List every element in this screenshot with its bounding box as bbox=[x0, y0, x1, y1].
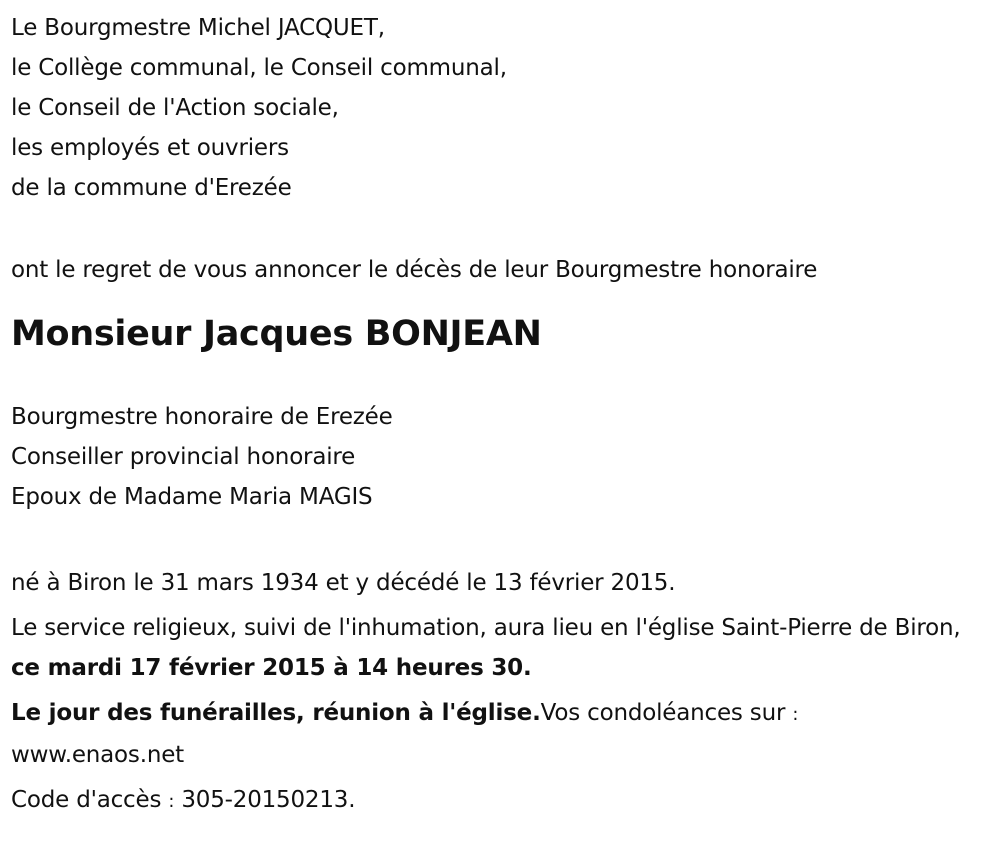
access-colon: : bbox=[168, 791, 175, 812]
regret-line: ont le regret de vous annoncer le décès de leur Bourgmestre honoraire bbox=[11, 257, 818, 283]
funeral-paragraph bbox=[11, 693, 996, 775]
access-code-line bbox=[11, 780, 996, 822]
service-text: Le service religieux, suivi de l'inhumation, aura lieu en l'église Saint-Pierre de Biron, bbox=[11, 615, 961, 641]
announcer-line: le Conseil de l'Action sociale, bbox=[11, 95, 339, 121]
deceased-name: Monsieur Jacques BONJEAN bbox=[11, 314, 542, 354]
condolences-label: Vos condoléances sur bbox=[540, 700, 786, 726]
death-notice bbox=[11, 8, 996, 822]
birth-death-line: né à Biron le 31 mars 1934 et y décédé le 13 février 2015. bbox=[11, 570, 676, 596]
announcer-line: Le Bourgmestre Michel JACQUET, bbox=[11, 15, 385, 41]
announcer-line: de la commune d'Erezée bbox=[11, 175, 292, 201]
title-line: Epoux de Madame Maria MAGIS bbox=[11, 484, 373, 510]
title-line: Bourgmestre honoraire de Erezée bbox=[11, 404, 393, 430]
condolences-website[interactable]: www.enaos.net bbox=[11, 742, 184, 768]
access-code: 305-20150213. bbox=[181, 787, 356, 813]
titles-block bbox=[11, 397, 996, 517]
announcer-line: le Collège communal, le Conseil communal, bbox=[11, 55, 507, 81]
announcers-block bbox=[11, 8, 996, 208]
condolences-colon: : bbox=[792, 704, 799, 725]
access-label: Code d'accès bbox=[11, 787, 162, 813]
service-paragraph bbox=[11, 608, 996, 688]
funeral-meeting: Le jour des funérailles, réunion à l'église. bbox=[11, 700, 541, 726]
service-date: ce mardi 17 février 2015 à 14 heures 30. bbox=[11, 655, 532, 681]
announcer-line: les employés et ouvriers bbox=[11, 135, 289, 161]
title-line: Conseiller provincial honoraire bbox=[11, 444, 356, 470]
